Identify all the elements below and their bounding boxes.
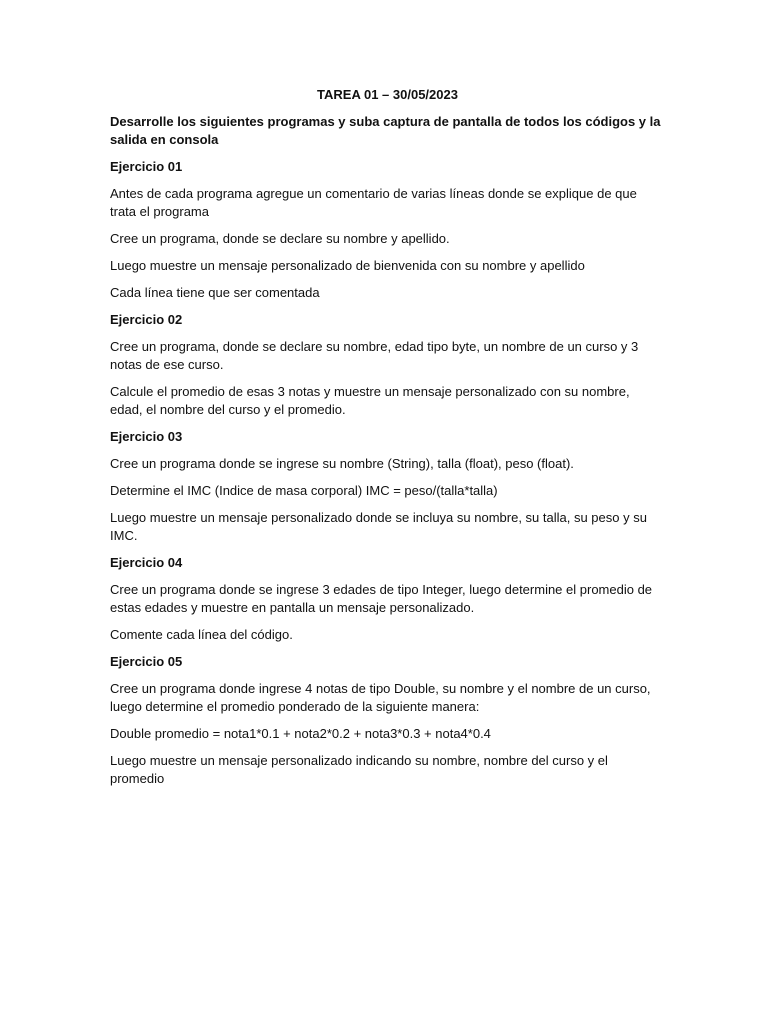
paragraph: Comente cada línea del código. xyxy=(110,627,293,642)
document-page xyxy=(110,86,662,797)
section-heading-ejercicio-04: Ejercicio 04 xyxy=(110,555,183,570)
paragraph: Luego muestre un mensaje personalizado indicando su nombre, nombre del curso y el promedio xyxy=(110,753,608,786)
paragraph: Cree un programa donde ingrese 4 notas de tipo Double, su nombre y el nombre de un curso, luego determine el promedio ponderado de la siguiente manera: xyxy=(110,681,651,714)
paragraph: Determine el IMC (Indice de masa corporal) IMC = peso/(talla*talla) xyxy=(110,483,498,498)
paragraph: Luego muestre un mensaje personalizado de bienvenida con su nombre y apellido xyxy=(110,258,585,273)
paragraph: Luego muestre un mensaje personalizado donde se incluya su nombre, su talla, su peso y su IMC. xyxy=(110,510,647,543)
paragraph: Cada línea tiene que ser comentada xyxy=(110,285,320,300)
section-heading-ejercicio-05: Ejercicio 05 xyxy=(110,654,183,669)
paragraph: Calcule el promedio de esas 3 notas y muestre un mensaje personalizado con su nombre, edad, el nombre del curso y el promedio. xyxy=(110,384,630,417)
document-intro: Desarrolle los siguientes programas y suba captura de pantalla de todos los códigos y la salida en consola xyxy=(110,114,661,147)
section-heading-ejercicio-01: Ejercicio 01 xyxy=(110,159,183,174)
paragraph: Cree un programa, donde se declare su nombre y apellido. xyxy=(110,231,450,246)
paragraph: Antes de cada programa agregue un comentario de varias líneas donde se explique de que trata el programa xyxy=(110,186,637,219)
document-title: TAREA 01 – 30/05/2023 xyxy=(317,87,458,102)
paragraph: Cree un programa donde se ingrese 3 edades de tipo Integer, luego determine el promedio de estas edades y muestre en pantalla un mensaje personalizado. xyxy=(110,582,653,615)
paragraph: Cree un programa, donde se declare su nombre, edad tipo byte, un nombre de un curso y 3 notas de ese curso. xyxy=(110,339,639,372)
paragraph: Double promedio = nota1*0.1 + nota2*0.2 + nota3*0.3 + nota4*0.4 xyxy=(110,726,491,741)
section-heading-ejercicio-03: Ejercicio 03 xyxy=(110,429,183,444)
section-heading-ejercicio-02: Ejercicio 02 xyxy=(110,312,183,327)
paragraph: Cree un programa donde se ingrese su nombre (String), talla (float), peso (float). xyxy=(110,456,574,471)
